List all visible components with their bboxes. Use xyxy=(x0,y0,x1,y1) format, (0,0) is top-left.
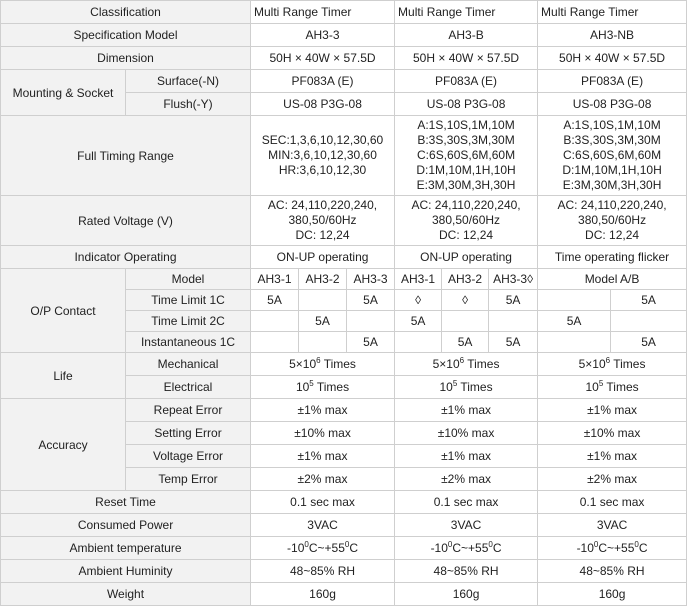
timing-line: B:3S,30S,3M,30M xyxy=(563,133,661,147)
timing-line: C:6S,60S,6M,60M xyxy=(563,148,662,162)
mech-unit: Times xyxy=(320,357,356,371)
inst-a3: 5A xyxy=(347,332,395,353)
classification-label: Classification xyxy=(1,1,251,24)
indicator-row xyxy=(1,246,687,269)
flush-value-1: US-08 P3G-08 xyxy=(251,93,395,116)
temp-mid: C~+55 xyxy=(308,541,345,555)
life-mechanical-row xyxy=(1,353,687,376)
humidity-row xyxy=(1,560,687,583)
weight-value-3: 160g xyxy=(538,583,687,606)
tl1-b2: ◊ xyxy=(442,290,489,311)
voltage-line: DC: 12,24 xyxy=(439,228,494,242)
timing-line: D:1M,10M,1H,10H xyxy=(416,163,516,177)
power-label: Consumed Power xyxy=(1,514,251,537)
inst-b2: 5A xyxy=(442,332,489,353)
voltage-value-1 xyxy=(251,196,395,246)
electrical-label: Electrical xyxy=(126,376,251,399)
elec-unit: Times xyxy=(603,380,639,394)
op-model-a3: AH3-3 xyxy=(347,269,395,290)
inst-b3: 5A xyxy=(489,332,538,353)
temp-deg: 0 xyxy=(447,540,453,549)
spec-model-row xyxy=(1,24,687,47)
power-value-3: 3VAC xyxy=(538,514,687,537)
dimension-row xyxy=(1,47,687,70)
tl2-c2 xyxy=(611,311,687,332)
electrical-value-3 xyxy=(538,376,687,399)
setting-error-value-1: ±10% max xyxy=(251,422,395,445)
voltage-row xyxy=(1,196,687,246)
mech-base: 5×10 xyxy=(289,357,317,371)
op-model-row xyxy=(1,269,687,290)
repeat-error-value-3: ±1% max xyxy=(538,399,687,422)
repeat-error-value-2: ±1% max xyxy=(395,399,538,422)
humidity-value-2: 48~85% RH xyxy=(395,560,538,583)
tl2-b3 xyxy=(489,311,538,332)
flush-label: Flush(-Y) xyxy=(126,93,251,116)
repeat-error-label: Repeat Error xyxy=(126,399,251,422)
reset-row xyxy=(1,491,687,514)
voltage-line: AC: 24,110,220,240, xyxy=(557,198,667,212)
temp-post: C xyxy=(638,541,648,555)
op-model-b2: AH3-2 xyxy=(442,269,489,290)
ambient-temp-label: Ambient temperature xyxy=(1,537,251,560)
timing-label: Full Timing Range xyxy=(1,116,251,196)
reset-value-3: 0.1 sec max xyxy=(538,491,687,514)
timing-line: MIN:3,6,10,12,30,60 xyxy=(268,148,377,162)
model-name-1: Multi Range Timer xyxy=(251,1,395,24)
weight-row xyxy=(1,583,687,606)
reset-value-2: 0.1 sec max xyxy=(395,491,538,514)
op-model-label: Model xyxy=(126,269,251,290)
surface-value-3: PF083A (E) xyxy=(538,70,687,93)
tl1-a1: 5A xyxy=(251,290,299,311)
reset-value-1: 0.1 sec max xyxy=(251,491,395,514)
accuracy-label: Accuracy xyxy=(1,399,126,491)
tl2-b1: 5A xyxy=(395,311,442,332)
temp-deg: 0 xyxy=(304,540,309,549)
surface-value-1: PF083A (E) xyxy=(251,70,395,93)
op-model-a2: AH3-2 xyxy=(299,269,347,290)
timing-value-3 xyxy=(538,116,687,196)
ambient-temp-value-1 xyxy=(251,537,395,560)
tl2-a2: 5A xyxy=(299,311,347,332)
timing-line: A:1S,10S,1M,10M xyxy=(417,118,515,132)
elec-exp: 5 xyxy=(598,379,604,388)
timing-line: C:6S,60S,6M,60M xyxy=(417,148,516,162)
op-model-a1: AH3-1 xyxy=(251,269,299,290)
voltage-line: 380,50/60Hz xyxy=(432,213,501,227)
inst-c2: 5A xyxy=(611,332,687,353)
timing-line: SEC:1,3,6,10,12,30,60 xyxy=(261,133,384,147)
surface-label: Surface(-N) xyxy=(126,70,251,93)
power-value-1: 3VAC xyxy=(251,514,395,537)
op-model-b3: AH3-3◊ xyxy=(489,269,538,290)
mechanical-value-3 xyxy=(538,353,687,376)
elec-exp: 5 xyxy=(452,379,458,388)
timing-value-1 xyxy=(251,116,395,196)
temp-deg: 0 xyxy=(344,540,350,549)
voltage-line: 380,50/60Hz xyxy=(578,213,647,227)
tl1-a3: 5A xyxy=(347,290,395,311)
temp-pre: -10 xyxy=(576,541,594,555)
timing-line: E:3M,30M,3H,30H xyxy=(562,178,662,192)
voltage-line: AC: 24,110,220,240, xyxy=(267,198,378,212)
indicator-value-1: ON-UP operating xyxy=(251,246,395,269)
mech-base: 5×10 xyxy=(578,357,606,371)
tl1-b1: ◊ xyxy=(395,290,442,311)
flush-value-2: US-08 P3G-08 xyxy=(395,93,538,116)
tl1-c1 xyxy=(538,290,611,311)
temp-pre: -10 xyxy=(430,541,448,555)
voltage-value-3 xyxy=(538,196,687,246)
spec-model-value-3: AH3-NB xyxy=(538,24,687,47)
elec-base: 10 xyxy=(585,380,599,394)
ambient-temp-value-2 xyxy=(395,537,538,560)
surface-value-2: PF083A (E) xyxy=(395,70,538,93)
tl2-c1: 5A xyxy=(538,311,611,332)
weight-value-2: 160g xyxy=(395,583,538,606)
temp-deg: 0 xyxy=(488,540,493,549)
mech-base: 5×10 xyxy=(432,357,460,371)
spec-model-value-1: AH3-3 xyxy=(251,24,395,47)
temp-post: C xyxy=(492,541,502,555)
mechanical-value-2 xyxy=(395,353,538,376)
voltage-line: DC: 12,24 xyxy=(295,228,350,242)
dimension-label: Dimension xyxy=(1,47,251,70)
dimension-value-2: 50H × 40W × 57.5D xyxy=(395,47,538,70)
weight-label: Weight xyxy=(1,583,251,606)
temp-mid: C~+55 xyxy=(598,541,635,555)
header-row xyxy=(1,1,687,24)
electrical-value-1 xyxy=(251,376,395,399)
spec-model-value-2: AH3-B xyxy=(395,24,538,47)
power-row xyxy=(1,514,687,537)
voltage-error-label: Voltage Error xyxy=(126,445,251,468)
elec-unit: Times xyxy=(457,380,493,394)
indicator-value-2: ON-UP operating xyxy=(395,246,538,269)
inst-a2 xyxy=(299,332,347,353)
tl2-a3 xyxy=(347,311,395,332)
inst-a1 xyxy=(251,332,299,353)
timing-row xyxy=(1,116,687,196)
op-model-c: Model A/B xyxy=(538,269,687,290)
voltage-error-value-1: ±1% max xyxy=(251,445,395,468)
timing-line: E:3M,30M,3H,30H xyxy=(416,178,516,192)
humidity-value-1: 48~85% RH xyxy=(251,560,395,583)
spec-model-label: Specification Model xyxy=(1,24,251,47)
inst-c1 xyxy=(538,332,611,353)
tl1-label: Time Limit 1C xyxy=(126,290,251,311)
ambient-temp-row xyxy=(1,537,687,560)
humidity-value-3: 48~85% RH xyxy=(538,560,687,583)
mech-exp: 6 xyxy=(316,356,321,365)
repeat-error-value-1: ±1% max xyxy=(251,399,395,422)
timing-line: D:1M,10M,1H,10H xyxy=(562,163,662,177)
electrical-value-2 xyxy=(395,376,538,399)
temp-post: C xyxy=(349,541,358,555)
mechanical-label: Mechanical xyxy=(126,353,251,376)
voltage-error-value-2: ±1% max xyxy=(395,445,538,468)
weight-value-1: 160g xyxy=(251,583,395,606)
temp-error-value-1: ±2% max xyxy=(251,468,395,491)
tl1-c2: 5A xyxy=(611,290,687,311)
setting-error-value-3: ±10% max xyxy=(538,422,687,445)
mounting-label: Mounting & Socket xyxy=(1,70,126,116)
voltage-line: 380,50/60Hz xyxy=(288,213,357,227)
temp-mid: C~+55 xyxy=(452,541,489,555)
voltage-label: Rated Voltage (V) xyxy=(1,196,251,246)
tl1-a2 xyxy=(299,290,347,311)
elec-exp: 5 xyxy=(309,379,314,388)
setting-error-value-2: ±10% max xyxy=(395,422,538,445)
inst-label: Instantaneous 1C xyxy=(126,332,251,353)
mech-unit: Times xyxy=(610,357,646,371)
mounting-surface-row xyxy=(1,70,687,93)
indicator-value-3: Time operating flicker xyxy=(538,246,687,269)
inst-b1 xyxy=(395,332,442,353)
dimension-value-1: 50H × 40W × 57.5D xyxy=(251,47,395,70)
tl2-a1 xyxy=(251,311,299,332)
mechanical-value-1 xyxy=(251,353,395,376)
accuracy-repeat-row xyxy=(1,399,687,422)
ambient-temp-value-3 xyxy=(538,537,687,560)
timing-line: HR:3,6,10,12,30 xyxy=(278,163,367,177)
tl2-b2 xyxy=(442,311,489,332)
elec-unit: Times xyxy=(313,380,350,394)
timing-line: A:1S,10S,1M,10M xyxy=(563,118,661,132)
elec-base: 10 xyxy=(439,380,453,394)
model-name-3: Multi Range Timer xyxy=(538,1,687,24)
op-contact-label: O/P Contact xyxy=(1,269,126,353)
timing-line: B:3S,30S,3M,30M xyxy=(417,133,515,147)
indicator-label: Indicator Operating xyxy=(1,246,251,269)
voltage-value-2 xyxy=(395,196,538,246)
mech-unit: Times xyxy=(464,357,500,371)
temp-error-label: Temp Error xyxy=(126,468,251,491)
reset-label: Reset Time xyxy=(1,491,251,514)
voltage-line: AC: 24,110,220,240, xyxy=(411,198,521,212)
mech-exp: 6 xyxy=(459,356,465,365)
voltage-error-value-3: ±1% max xyxy=(538,445,687,468)
setting-error-label: Setting Error xyxy=(126,422,251,445)
humidity-label: Ambient Huminity xyxy=(1,560,251,583)
life-label: Life xyxy=(1,353,126,399)
tl1-b3: 5A xyxy=(489,290,538,311)
temp-pre: -10 xyxy=(287,541,305,555)
flush-value-3: US-08 P3G-08 xyxy=(538,93,687,116)
op-model-b1: AH3-1 xyxy=(395,269,442,290)
timing-value-2 xyxy=(395,116,538,196)
mech-exp: 6 xyxy=(605,356,611,365)
dimension-value-3: 50H × 40W × 57.5D xyxy=(538,47,687,70)
temp-deg: 0 xyxy=(634,540,639,549)
temp-deg: 0 xyxy=(593,540,599,549)
tl2-label: Time Limit 2C xyxy=(126,311,251,332)
temp-error-value-3: ±2% max xyxy=(538,468,687,491)
power-value-2: 3VAC xyxy=(395,514,538,537)
voltage-line: DC: 12,24 xyxy=(585,228,640,242)
temp-error-value-2: ±2% max xyxy=(395,468,538,491)
model-name-2: Multi Range Timer xyxy=(395,1,538,24)
elec-base: 10 xyxy=(295,380,310,394)
